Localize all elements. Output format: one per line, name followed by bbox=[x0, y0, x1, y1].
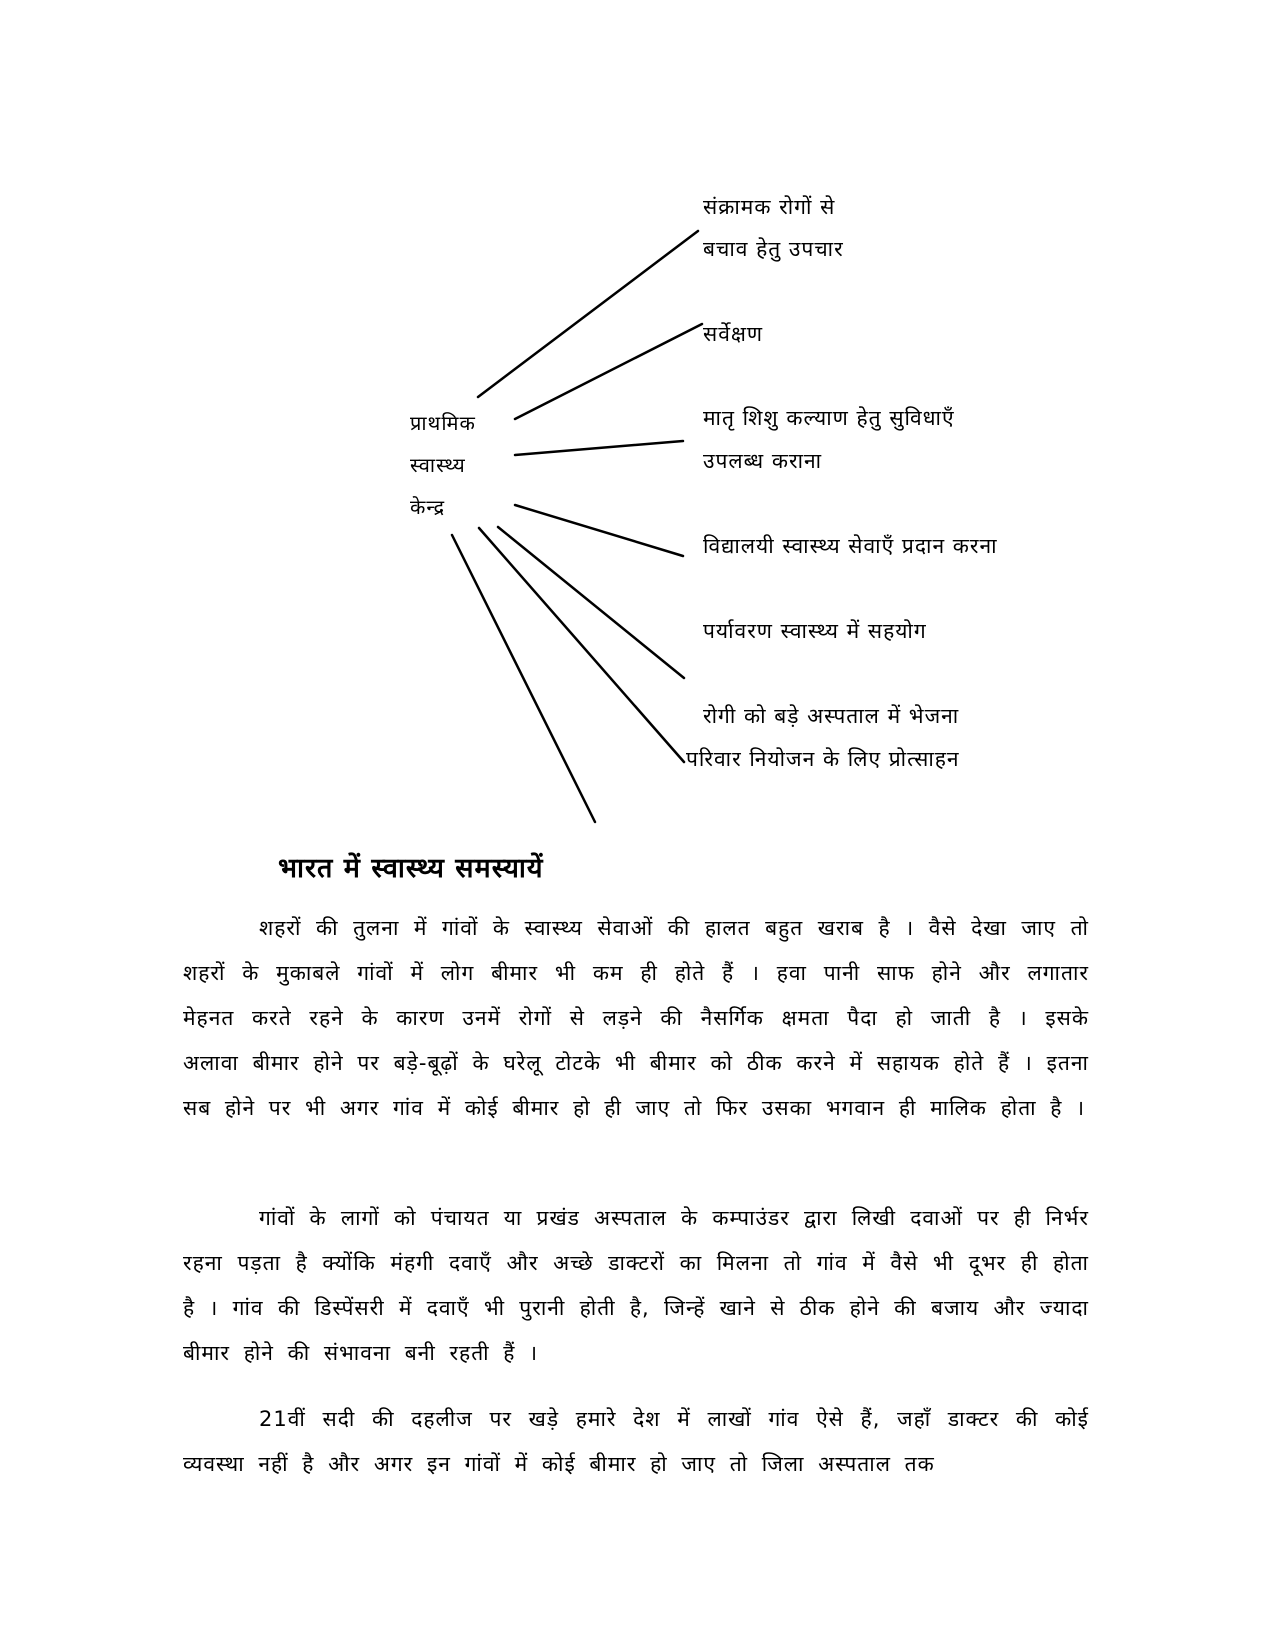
diagram-item: विद्यालयी स्वास्थ्य सेवाएँ प्रदान करना bbox=[703, 534, 998, 558]
diagram-item: मातृ शिशु कल्याण हेतु सुविधाएँ bbox=[703, 406, 955, 430]
diagram-item: उपलब्ध कराना bbox=[703, 449, 823, 473]
diagram-item: बचाव हेतु उपचार bbox=[703, 237, 844, 261]
center-line-3: केन्द्र bbox=[410, 495, 446, 519]
diagram-item: संक्रामक रोगों से bbox=[703, 195, 836, 219]
connector-line-referral bbox=[479, 528, 684, 762]
connector-line-maternal bbox=[515, 441, 683, 455]
center-line-2: स्वास्थ्य bbox=[410, 453, 466, 477]
diagram-item: सर्वेक्षण bbox=[703, 322, 764, 346]
center-line-1: प्राथमिक bbox=[410, 411, 476, 435]
diagram-center-label bbox=[410, 402, 476, 528]
diagram-item: परिवार नियोजन के लिए प्रोत्साहन bbox=[686, 747, 960, 771]
diagram-item: रोगी को बड़े अस्पताल में भेजना bbox=[703, 704, 960, 728]
paragraph-1: शहरों की तुलना में गांवों के स्वास्थ्य सेवाओं की हालत बहुत खराब है । वैसे देखा जाए तो शहरों के मुकाबले गांवों में लोग बीमार भी कम ही होते हैं । हवा पानी साफ होने और लगातार मेहनत करते रहने के कारण उनमें रोगों से लड़ने की नैसर्गिक क्षमता पैदा हो जाती है । इसके अलावा बीमार होने पर बड़े-बूढ़ों के घरेलू टोटके भी बीमार को ठीक करने में सहायक होते हैं । इतना सब होने पर भी अगर गांव में कोई बीमार हो ही जाए तो फिर उसका भगवान ही मालिक होता है । bbox=[183, 916, 1089, 1120]
connector-line-infectious bbox=[478, 231, 698, 397]
section-heading: भारत में स्वास्थ्य समस्यायें bbox=[278, 853, 544, 884]
connector-line-school bbox=[515, 505, 683, 556]
paragraph-2: गांवों के लागों को पंचायत या प्रखंड अस्पताल के कम्पाउंडर द्वारा लिखी दवाओं पर ही निर्भर रहना पड़ता है क्योंकि मंहगी दवाएँ और अच्छे डाक्टरों का मिलना तो गांव में वैसे भी दूभर ही होता है । गांव की डिस्पेंसरी में दवाएँ भी पुरानी होती है, जिन्हें खाने से ठीक होने की बजाय और ज्यादा बीमार होने की संभावना बनी रहती हैं । bbox=[183, 1206, 1089, 1365]
diagram-item: पर्यावरण स्वास्थ्य में सहयोग bbox=[703, 619, 927, 643]
paragraph-3: 21वीं सदी की दहलीज पर खड़े हमारे देश में लाखों गांव ऐसे हैं, जहाँ डाक्टर की कोई व्यवस्था नहीं है और अगर इन गांवों में कोई बीमार हो जाए तो जिला अस्पताल तक bbox=[183, 1407, 1089, 1476]
connector-line-survey bbox=[515, 324, 702, 419]
